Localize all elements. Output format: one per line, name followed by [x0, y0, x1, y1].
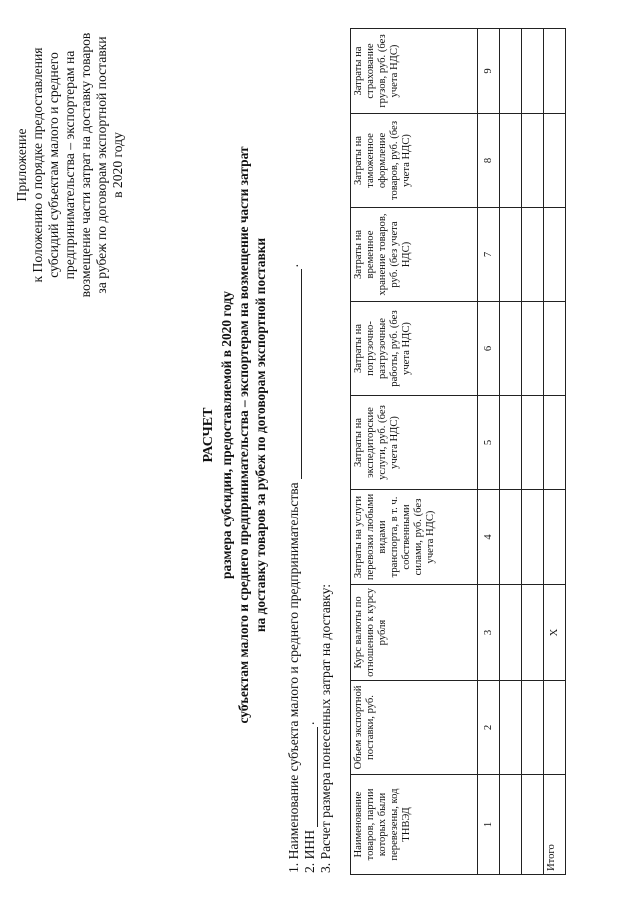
- table-cell[interactable]: [544, 490, 566, 585]
- table-header-cell: Затраты на услуги перевозки любыми видами транспорта, в т. ч. собственными силами, руб. (без учета НДС): [351, 490, 478, 585]
- table-cell[interactable]: [544, 114, 566, 208]
- column-number: 7: [478, 208, 500, 302]
- calculation-table: [350, 28, 566, 875]
- column-number: 9: [478, 29, 500, 114]
- title-line: на доставку товаров за рубеж по договорам экспортной поставки: [253, 237, 268, 633]
- company-name-blank[interactable]: [289, 269, 302, 479]
- form-fields: [286, 173, 334, 873]
- table-cell[interactable]: [544, 29, 566, 114]
- appendix-line: в 2020 году: [110, 132, 125, 198]
- column-number: 8: [478, 114, 500, 208]
- title-line: размера субсидии, предоставляемой в 2020 году: [219, 291, 234, 579]
- total-label: Итого: [544, 775, 566, 875]
- table-row: [500, 29, 522, 875]
- table-total-row: [544, 29, 566, 875]
- inn-blank[interactable]: [305, 727, 318, 827]
- appendix-line: Приложение: [14, 128, 29, 202]
- table-header-cell: Объем экспортной поставки, руб.: [351, 681, 478, 775]
- field-calc-heading: [318, 173, 334, 873]
- appendix-line: за рубеж по договорам экспортной поставки: [94, 36, 109, 294]
- table-cell[interactable]: [500, 490, 522, 585]
- field-label: 1. Наименование субъекта малого и среднего предпринимательства: [286, 482, 301, 873]
- table-cell[interactable]: [500, 585, 522, 681]
- column-number: 1: [478, 775, 500, 875]
- appendix-line: субсидий субъектам малого и среднего: [46, 52, 61, 278]
- appendix-line: возмещение части затрат на доставку товаров: [78, 32, 93, 298]
- table-cell[interactable]: [544, 396, 566, 490]
- table-cell[interactable]: [522, 681, 544, 775]
- field-inn: 2. ИНН .: [302, 721, 317, 873]
- column-number: 3: [478, 585, 500, 681]
- table-cell[interactable]: [500, 114, 522, 208]
- table-cell[interactable]: [522, 114, 544, 208]
- table-row: [522, 29, 544, 875]
- table-header-cell: Затраты на погрузочно-разгрузочные работы, руб. (без учета НДС): [351, 302, 478, 396]
- table-header-cell: Затраты на временное хранение товаров, руб. (без учета НДС): [351, 208, 478, 302]
- table-header-cell: Наименование товаров, партии которых были перевезены, код ТНВЭД: [351, 775, 478, 875]
- table-cell[interactable]: [500, 302, 522, 396]
- appendix-line: к Положению о порядке предоставления: [30, 47, 45, 283]
- table-cell[interactable]: [544, 681, 566, 775]
- field-label: 3. Расчет размера понесенных затрат на доставку:: [318, 584, 333, 873]
- table-header-cell: Затраты на страхование грузов, руб. (без учета НДС): [351, 29, 478, 114]
- appendix-note: [14, 15, 126, 315]
- table-header-cell: Затраты на экспедиторские услуги, руб. (без учета НДС): [351, 396, 478, 490]
- column-number: 2: [478, 681, 500, 775]
- table-cell[interactable]: [522, 302, 544, 396]
- column-number: 5: [478, 396, 500, 490]
- table-cell[interactable]: [522, 29, 544, 114]
- table-number-row: [478, 29, 500, 875]
- table-header-row: [351, 29, 478, 875]
- table-cell[interactable]: [500, 208, 522, 302]
- table-header-cell: Курс валюты по отношению к курсу рубля: [351, 585, 478, 681]
- table-cell[interactable]: [500, 29, 522, 114]
- table-cell[interactable]: [522, 208, 544, 302]
- table-cell[interactable]: [522, 490, 544, 585]
- column-number: 6: [478, 302, 500, 396]
- title-line: субъектам малого и среднего предпринимательства – экспортерам на возмещение части затрат: [236, 146, 251, 724]
- document-title: [200, 85, 269, 785]
- column-number: 4: [478, 490, 500, 585]
- total-mark: Х: [544, 585, 566, 681]
- table-cell[interactable]: [544, 208, 566, 302]
- table-cell[interactable]: [522, 585, 544, 681]
- table-cell[interactable]: [544, 302, 566, 396]
- table-cell[interactable]: [500, 681, 522, 775]
- title-main: РАСЧЕТ: [201, 407, 216, 463]
- table-cell[interactable]: [522, 775, 544, 875]
- table-cell[interactable]: [500, 396, 522, 490]
- table-cell[interactable]: [500, 775, 522, 875]
- field-label: 2. ИНН: [302, 829, 317, 873]
- table-header-cell: Затраты на таможенное оформление товаров, руб. (без учета НДС): [351, 114, 478, 208]
- field-company-name: 1. Наименование субъекта малого и среднего предпринимательства .: [286, 264, 301, 873]
- appendix-line: предпринимательства – экспортерам на: [62, 50, 77, 280]
- table-cell[interactable]: [522, 396, 544, 490]
